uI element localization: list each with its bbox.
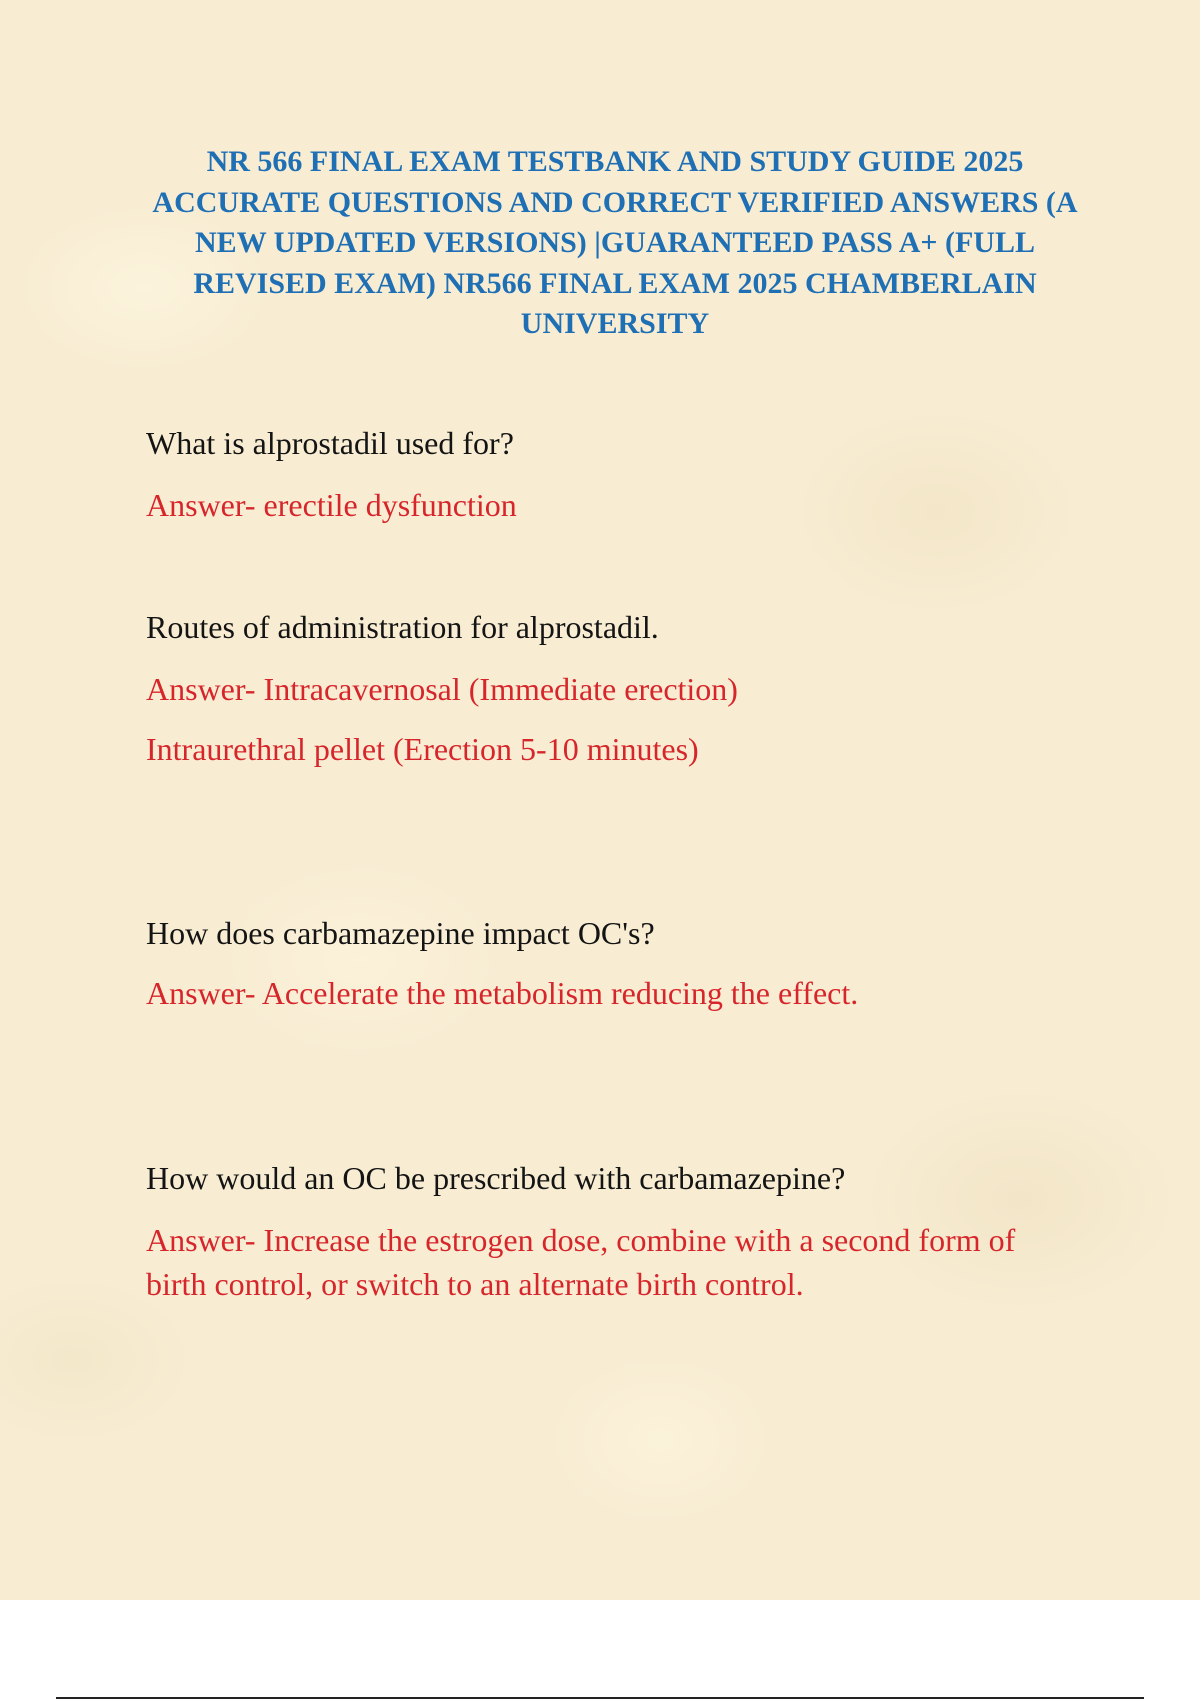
answer-4: Answer- Increase the estrogen dose, combine with a second form of birth control, or switch to an alternate birth control. bbox=[146, 1222, 1016, 1302]
question-3: How does carbamazepine impact OC's? bbox=[146, 915, 655, 951]
qa-item-3 bbox=[146, 911, 1066, 1015]
answer-2-line-1: Answer- Intracavernosal (Immediate erection) bbox=[146, 671, 738, 707]
footer-rule bbox=[56, 1697, 1144, 1699]
answer-2-line-2: Intraurethral pellet (Erection 5-10 minutes) bbox=[146, 731, 699, 767]
qa-item-1 bbox=[146, 421, 1066, 527]
question-4: How would an OC be prescribed with carbamazepine? bbox=[146, 1160, 846, 1196]
question-1: What is alprostadil used for? bbox=[146, 425, 514, 461]
qa-item-4 bbox=[146, 1156, 1046, 1306]
document-title: NR 566 FINAL EXAM TESTBANK AND STUDY GUIDE 2025 ACCURATE QUESTIONS AND CORRECT VERIFIED ANSWERS (A NEW UPDATED VERSIONS) |GUARANTEED PASS A+ (FULL REVISED EXAM) NR566 FINAL EXAM 2025 CHAMBERLAIN UNIVERSITY bbox=[152, 145, 1078, 340]
answer-1: Answer- erectile dysfunction bbox=[146, 487, 517, 523]
answer-3: Answer- Accelerate the metabolism reducing the effect. bbox=[146, 975, 859, 1011]
question-2: Routes of administration for alprostadil. bbox=[146, 609, 659, 645]
qa-item-2 bbox=[146, 605, 1066, 771]
